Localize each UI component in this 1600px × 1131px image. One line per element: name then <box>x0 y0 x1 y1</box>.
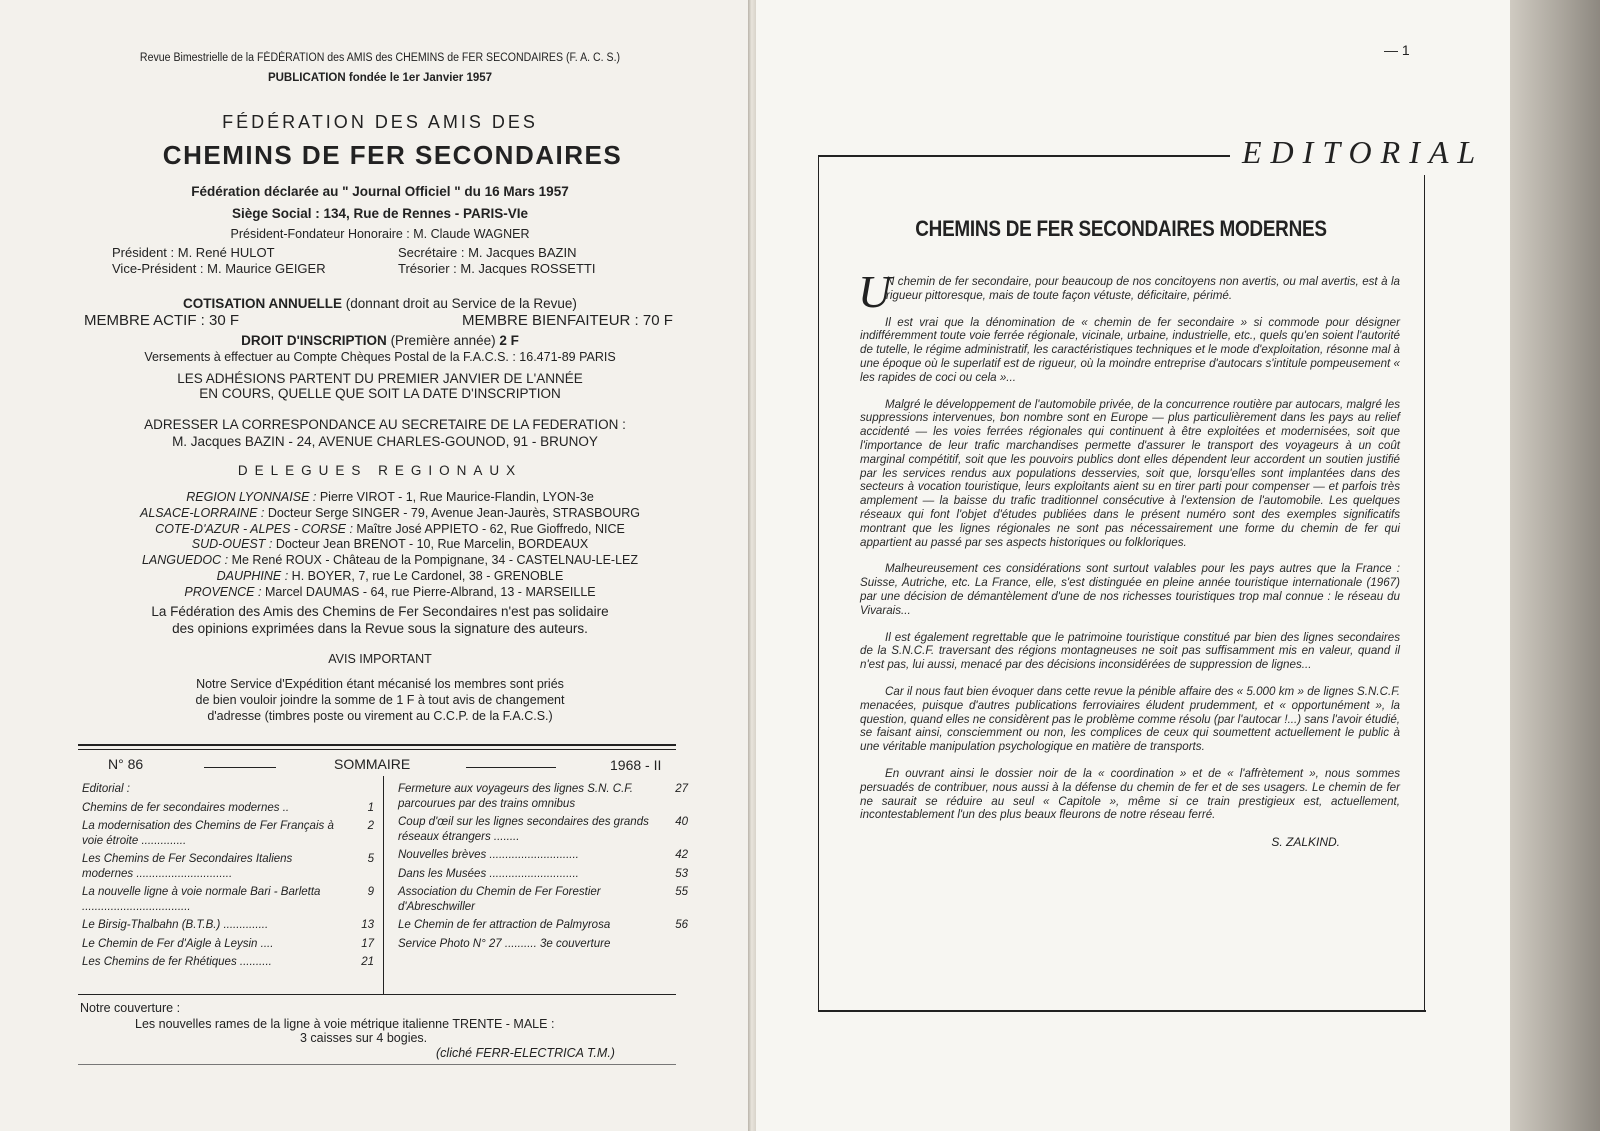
federation-heading: FÉDÉRATION DES AMIS DES <box>222 112 538 132</box>
divider <box>78 744 676 746</box>
droit-inscription: DROIT D'INSCRIPTION (Première année) 2 F <box>241 333 519 348</box>
adresser-line1: ADRESSER LA CORRESPONDANCE AU SECRETAIRE DE LA FEDERATION : <box>144 417 626 432</box>
toc-entry[interactable]: La nouvelle ligne à voie normale Bari - Barletta .................................. 9 <box>82 886 374 913</box>
issue-year: 1968 - II <box>610 757 662 773</box>
president: Président : M. René HULOT <box>112 245 275 260</box>
issue-number: N° 86 <box>108 756 144 772</box>
paragraph: Malgré le développement de l'automobile privée, de la concurrence routière par autocars, malgré les suppressions intervenues, bon nombre sont en Europe — plus particulièrement dans les pays au relief accidenté — les voies ferrées régionales qui continuent à être exploitées et modernisées, soit que l'importance de leur trafic marchandises permette d'assurer le transport des voyageurs à un coût marginal compétitif, soit que les pouvoirs publics dont elles dépendent leur accordent un soutien justifié par les services rendus aux populations desservies, soit que, lorsqu'elles sont implantées dans des secteurs à vocation touristique, leurs exploitants aient su en tirer parti pour compenser — et parfois très amplement — la baisse du trafic traditionnel consécutive à l'extension de l'automobile. Les quelques réseaux qui font l'objet d'études publiées dans le présent numéro sont des exemples significatifs montrant que les lignes régionales ne sont pas nécessairement une forme du chemin de fer qui appartient au passé par ses aspects historiques ou folkloriques. <box>860 397 1400 549</box>
president-fondateur: Président-Fondateur Honoraire : M. Claude WAGNER <box>230 227 530 241</box>
editorial-rule <box>818 155 1230 157</box>
delegue-sud-ouest: SUD-OUEST : Docteur Jean BRENOT - 10, Rue Marcelin, BORDEAUX <box>191 537 589 552</box>
paragraph: N chemin de fer secondaire, pour beaucoup de nos concitoyens non avertis, ou mal avertis, est à la rigueur pittoresque, mais de toute façon vétuste, déficitaire, périmé. <box>886 275 1400 302</box>
disclaimer-line1: La Fédération des Amis des Chemins de Fer Secondaires n'est pas solidaire <box>151 604 609 619</box>
delegue-provence: PROVENCE : Marcel DAUMAS - 64, rue Pierre-Albrand, 13 - MARSEILLE <box>184 584 596 599</box>
siege-social: Siège Social : 134, Rue de Rennes - PARIS-VIe <box>231 206 529 221</box>
signature: S. ZALKIND. <box>1271 835 1340 850</box>
adhesions-line2: EN COURS, QUELLE QUE SOIT LA DATE D'INSCRIPTION <box>199 386 561 401</box>
publication-date: PUBLICATION fondée le 1er Janvier 1957 <box>267 72 493 84</box>
divider <box>78 994 676 995</box>
divider <box>466 767 556 768</box>
drop-cap: U <box>858 266 892 317</box>
toc-entry[interactable]: Le Chemin de Fer d'Aigle à Leysin .... 17 <box>82 937 374 950</box>
toc-entry[interactable]: Fermeture aux voyageurs des lignes S.N. C.F. parcourues par des trains omnibus 27 <box>398 783 688 810</box>
toc-entry[interactable]: Le Chemin de fer attraction de Palmyrosa 56 <box>398 919 688 931</box>
toc-entry[interactable]: Coup d'œil sur les lignes secondaires des grands réseaux étrangers ........ 40 <box>398 816 688 843</box>
frame-right <box>1424 175 1425 1012</box>
couverture-line1: Les nouvelles rames de la ligne à voie métrique italienne TRENTE - MALE : <box>135 1017 555 1031</box>
avis-line3: d'adresse (timbres poste ou virement au C.C.P. de la F.A.C.S.) <box>207 709 553 723</box>
couverture-line2: 3 caisses sur 4 bogies. <box>300 1031 428 1045</box>
avis-line2: de bien vouloir joindre la somme de 1 F à tout avis de changement <box>195 693 565 707</box>
avis-line1: Notre Service d'Expédition étant mécanisé los membres sont priés <box>196 677 564 691</box>
adhesions-line1: LES ADHÉSIONS PARTENT DU PREMIER JANVIER DE L'ANNÉE <box>177 371 583 386</box>
membre-bienfaiteur: MEMBRE BIENFAITEUR : 70 F <box>462 312 673 329</box>
delegue-lyonnaise: REGION LYONNAISE : Pierre VIROT - 1, Rue Maurice-Flandin, LYON-3e <box>186 490 594 504</box>
toc-left-column <box>82 782 374 974</box>
divider <box>78 749 676 750</box>
page-number: — 1 <box>1384 42 1410 58</box>
secretaire: Secrétaire : M. Jacques BAZIN <box>398 245 577 260</box>
book-edge <box>1510 0 1600 1131</box>
toc-column-divider <box>383 776 384 994</box>
delegues-list <box>80 490 700 601</box>
toc-entry[interactable]: Nouvelles brèves ............................ 42 <box>398 849 688 861</box>
delegue-cote-azur: COTE-D'AZUR - ALPES - CORSE : Maître José APPIETO - 62, Rue Gioffredo, NICE <box>155 521 625 536</box>
paragraph: Il est vrai que la dénomination de « chemin de fer secondaire » si commode pour désigner indifféremment toute voie ferrée régionale, vicinale, urbaine, industrielle, etc., quels qu'en soient l'autorité de tutelle, le régime administratif, les caractéristiques techniques et le mode d'exploitation, résonne mal à une époque où le superlatif est de rigueur, où la moindre entreprise d'autocars s'intitule pompeusement « les rapides de coci ou cela »... <box>860 315 1400 384</box>
gutter <box>748 0 756 1131</box>
toc-entry[interactable]: Chemins de fer secondaires modernes .. 1 <box>82 801 374 814</box>
paragraph: Malheureusement ces considérations sont surtout valables pour les pays autres que la France : Suisse, Autriche, etc. La France, elle, s'est distinguée en pleine année touristique internationale (1967) par une décision de démantèlement d'une de nos richesses touristiques trop mal connue : le réseau du Vivarais... <box>860 562 1400 617</box>
paragraph: Car il nous faut bien évoquer dans cette revue la pénible affaire des « 5.000 km » de lignes S.N.C.F. menacées, puisque d'autres publications ferroviaires éludent prudemment, et « opportunément », la question, quand elles ne considèrent pas le problème comme résolu (par l'autocar !...) sans l'avoir étudié, se faisant ainsi, consciemment ou non, les complices de ceux qui soumettent actuellement le public à une véritable manipulation psychologique en matière de transports. <box>860 684 1400 754</box>
toc-entry[interactable]: Le Birsig-Thalbahn (B.T.B.) .............. 13 <box>82 919 374 931</box>
right-page <box>756 0 1510 1131</box>
toc-entry[interactable]: Dans les Musées ............................ 53 <box>398 867 688 880</box>
frame-left <box>818 155 819 1012</box>
delegue-alsace: ALSACE-LORRAINE : Docteur Serge SINGER - 79, Avenue Jean-Jaurès, STRASBOURG <box>140 505 640 520</box>
editorial-label: EDITORIAL <box>1242 134 1485 170</box>
cotisation: COTISATION ANNUELLE (donnant droit au Service de la Revue) <box>183 296 577 311</box>
delegues-title: DELEGUES REGIONAUX <box>237 463 523 478</box>
divider <box>78 1064 676 1065</box>
toc-entry[interactable]: Service Photo N° 27 .......... 3e couverture <box>398 937 611 950</box>
toc-right-column <box>398 782 688 955</box>
paragraph: En ouvrant ainsi le dossier noir de la « coordination » et de « l'affrètement », nous sommes persuadés de contribuer, nous aussi à la défense du chemin de fer et de ses usagers. Le chemin de fer ne saurait se réduire au seul « Capitole », même si ce train prestigieux est, actuellement, incontestablement l'un des plus beaux fleurons de notre réseau ferré. <box>860 766 1400 822</box>
vice-president: Vice-Président : M. Maurice GEIGER <box>112 261 326 276</box>
toc-entry[interactable]: Les Chemins de Fer Secondaires Italiens modernes .............................. 5 <box>82 853 374 880</box>
toc-entry[interactable]: Editorial : <box>82 783 130 795</box>
disclaimer-line2: des opinions exprimées dans la Revue sous la signature des auteurs. <box>172 621 588 636</box>
toc-entry[interactable]: Association du Chemin de Fer Forestier d'Abreschwiller 55 <box>398 886 688 913</box>
divider <box>204 767 276 768</box>
membre-actif: MEMBRE ACTIF : 30 F <box>84 312 240 329</box>
delegue-languedoc: LANGUEDOC : Me René ROUX - Château de la Pompignane, 34 - CASTELNAU-LE-LEZ <box>141 553 639 568</box>
toc-entry[interactable]: Les Chemins de fer Rhétiques .......... 21 <box>82 956 374 968</box>
avis-title: AVIS IMPORTANT <box>328 652 432 666</box>
versements: Versements à effectuer au Compte Chèques Postal de la F.A.C.S. : 16.471-89 PARIS <box>144 350 616 364</box>
delegue-dauphine: DAUPHINE : H. BOYER, 7, rue Le Cardonel, 38 - GRENOBLE <box>216 568 564 583</box>
revue-header: Revue Bimestrielle de la FÉDÉRATION des AMIS des CHEMINS de FER SECONDAIRES (F. A. C. S.) <box>139 52 621 64</box>
frame-bottom <box>818 1010 1426 1012</box>
couverture-credit: (cliché FERR-ELECTRICA T.M.) <box>436 1046 615 1060</box>
couverture-label: Notre couverture : <box>80 1001 181 1015</box>
declaration: Fédération déclarée au " Journal Officiel " du 16 Mars 1957 <box>191 184 569 199</box>
sommaire-title: SOMMAIRE <box>334 756 411 772</box>
editorial-paragraph-first <box>858 266 1400 317</box>
editorial-headline: CHEMINS DE FER SECONDAIRES MODERNES <box>915 216 1327 241</box>
page-title: CHEMINS DE FER SECONDAIRES <box>162 140 623 170</box>
editorial-body <box>858 266 1400 850</box>
left-page <box>0 0 748 1131</box>
paragraph: Il est également regrettable que le patrimoine touristique constitué par bien des lignes secondaires de la S.N.C.F. traversant des régions montagneuses ne soit pas suffisamment mis en valeur, quand il n'est pas, lui aussi, menacé par des décisions inconsidérées de suppression de lignes... <box>860 630 1400 672</box>
tresorier: Trésorier : M. Jacques ROSSETTI <box>398 261 596 276</box>
toc-entry[interactable]: La modernisation des Chemins de Fer Français à voie étroite .............. 2 <box>82 820 374 847</box>
adresser-line2: M. Jacques BAZIN - 24, AVENUE CHARLES-GOUNOD, 91 - BRUNOY <box>172 434 598 449</box>
